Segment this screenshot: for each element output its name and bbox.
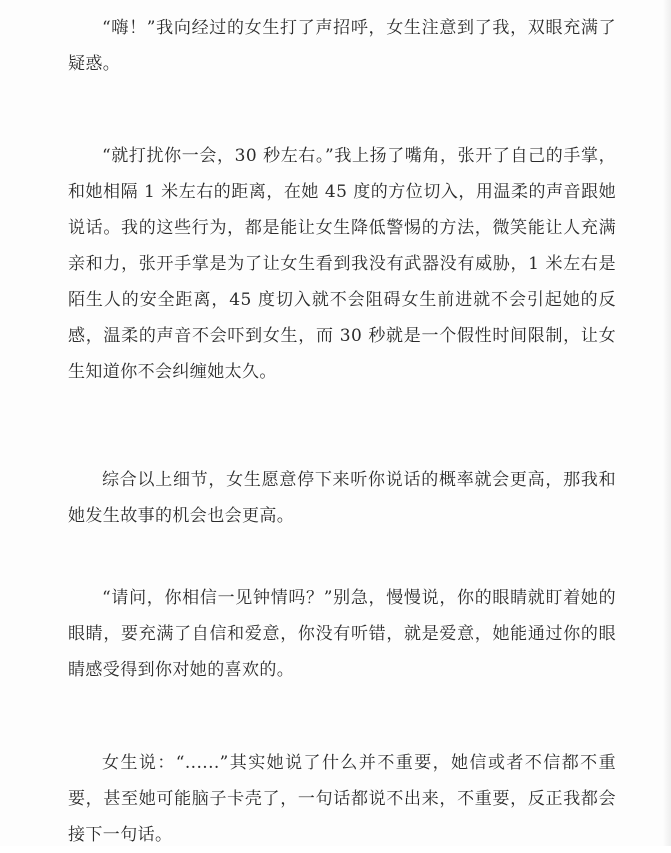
paragraph-greeting: “嗨！”我向经过的女生打了声招呼，女生注意到了我，双眼充满了疑惑。 — [68, 18, 616, 74]
paragraph-summary: 综合以上细节，女生愿意停下来听你说话的概率就会更高，那我和她发生故事的机会也会更高。 — [68, 470, 616, 526]
page-edge-shadow — [663, 0, 671, 846]
paragraph-question: “请问，你相信一见钟情吗？”别急，慢慢说，你的眼睛就盯着她的眼睛，要充满了自信和爱意，你没有听错，就是爱意，她能通过你的眼睛感受得到你对她的喜欢的。 — [68, 588, 616, 680]
paragraph-approach-technique: “就打扰你一会，30 秒左右。”我上扬了嘴角，张开了自己的手掌，和她相隔 1 米左右的距离，在她 45 度的方位切入，用温柔的声音跟她说话。我的这些行为，都是能让女生降低警惕的方法，微笑能让人充满亲和力，张开手掌是为了让女生看到我没有武器没有威胁，1 米左右是陌生人的安全距离，45 度切入就不会阻碍女生前进就不会引起她的反感，温柔的声音不会吓到女生，而 30 秒就是一个假性时间限制，让女生知道你不会纠缠她太久。 — [68, 146, 616, 382]
paragraph-response: 女生说：“......”其实她说了什么并不重要，她信或者不信都不重要，甚至她可能脑子卡壳了，一句话都说不出来，不重要，反正我都会接下一句话。 — [68, 753, 616, 845]
